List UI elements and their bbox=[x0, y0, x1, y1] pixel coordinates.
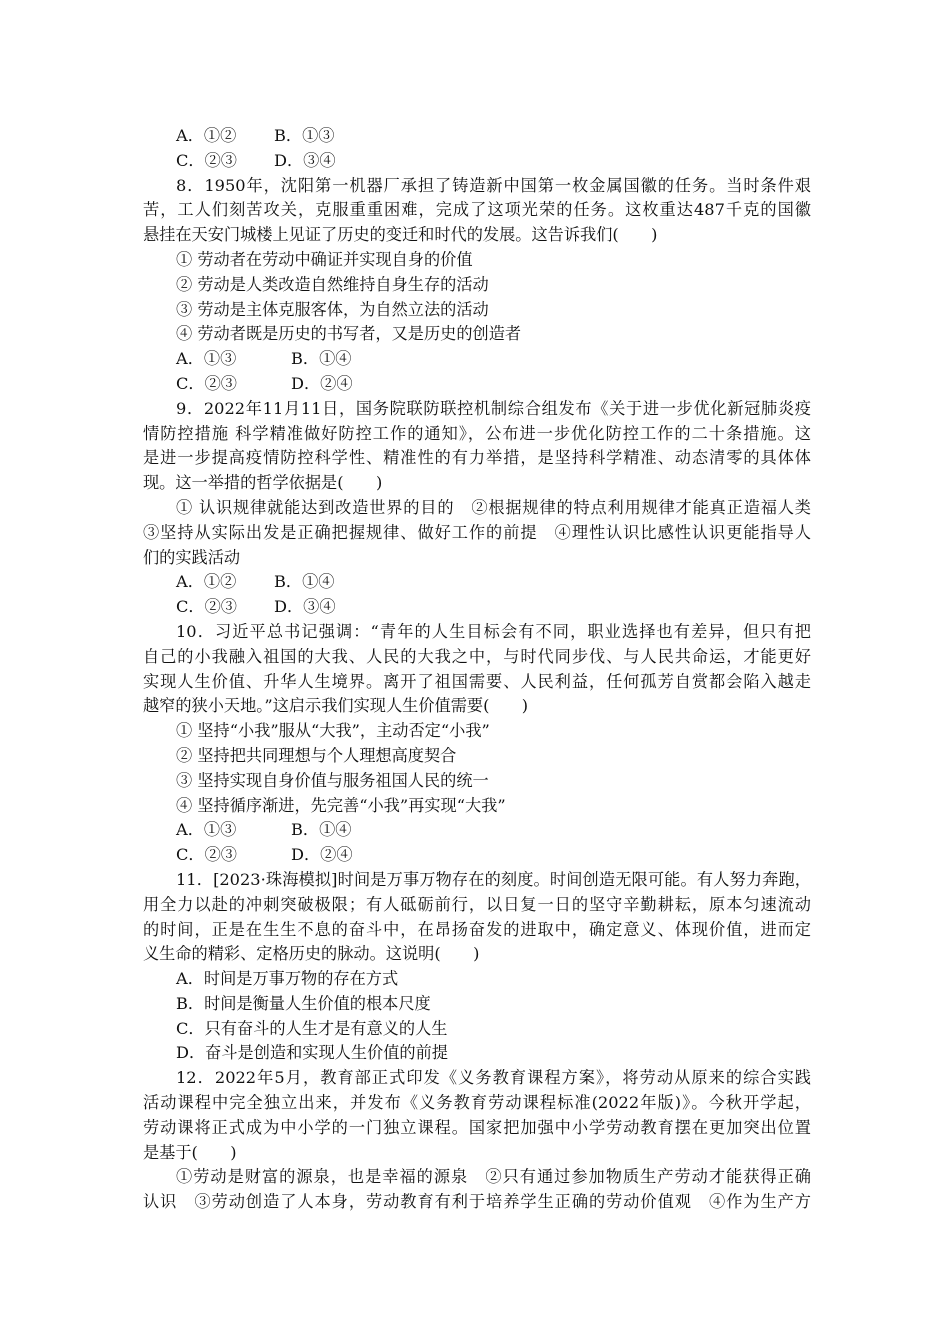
q10-option-b: B．①④ bbox=[291, 820, 352, 840]
q9-item-line: ③坚持从实际出发是正确把握规律、做好工作的前提 ④理性认识比感性认识更能指导人 bbox=[143, 522, 811, 542]
q10-stem-line: 实现人生价值、升华人生境界。离开了祖国需要、人民利益，任何孤芳自赏都会陷入越走 bbox=[143, 671, 811, 691]
q7-option-c: C．②③ bbox=[176, 150, 237, 170]
question-12 bbox=[143, 1066, 811, 1215]
q10-option-c: C．②③ bbox=[176, 845, 237, 865]
q8-item: ① 劳动者在劳动中确证并实现自身的价值 bbox=[176, 249, 473, 269]
q11-stem-line: 用全力以赴的冲刺突破极限；有人砥砺前行，以日复一日的坚守辛勤耕耘，原本匀速流动 bbox=[143, 894, 811, 914]
q10-item: ③ 坚持实现自身价值与服务祖国人民的统一 bbox=[176, 770, 489, 790]
q11-option-d: D．奋斗是创造和实现人生价值的前提 bbox=[176, 1043, 448, 1063]
q12-stem-line: 劳动课将正式成为中小学的一门独立课程。国家把加强中小学劳动教育摆在更加突出位置 bbox=[143, 1117, 811, 1137]
q9-stem-line: 情防控措施 科学精准做好防控工作的通知》，公布进一步优化防控工作的二十条措施。这 bbox=[143, 423, 811, 443]
q11-option-a: A．时间是万事万物的存在方式 bbox=[176, 969, 399, 989]
q10-stem-line: 越窄的狭小天地。”这启示我们实现人生价值需要( ) bbox=[143, 696, 529, 716]
q10-option-a: A．①③ bbox=[176, 820, 237, 840]
q10-stem-line: 10．习近平总书记强调：“青年的人生目标会有不同，职业选择也有差异，但只有把 bbox=[176, 621, 811, 641]
q8-stem-line: 8．1950年，沈阳第一机器厂承担了铸造新中国第一枚金属国徽的任务。当时条件艰 bbox=[176, 175, 811, 195]
q8-stem-line: 苦，工人们刻苦攻关，克服重重困难，完成了这项光荣的任务。这枚重达487千克的国徽 bbox=[143, 200, 811, 220]
q10-options-row-2 bbox=[143, 843, 811, 868]
question-9 bbox=[143, 397, 811, 620]
q8-options-row-2 bbox=[143, 372, 811, 397]
q10-options-row-1 bbox=[143, 818, 811, 843]
q9-stem-line: 9．2022年11月11日，国务院联防联控机制综合组发布《关于进一步优化新冠肺炎疫 bbox=[176, 398, 811, 418]
question-10 bbox=[143, 620, 811, 868]
q12-stem-line: 12．2022年5月，教育部正式印发《义务教育课程方案》，将劳动从原来的综合实践 bbox=[176, 1068, 811, 1088]
q10-item: ④ 坚持循序渐进，先完善“小我”再实现“大我” bbox=[176, 795, 506, 815]
q8-item: ④ 劳动者既是历史的书写者，又是历史的创造者 bbox=[176, 324, 522, 344]
q10-stem-line: 自己的小我融入祖国的大我、人民的大我之中，与时代同步伐、与人民共命运，才能更好 bbox=[143, 646, 811, 666]
q8-options-row-1 bbox=[143, 347, 811, 372]
q8-stem-line: 悬挂在天安门城楼上见证了历史的变迁和时代的发展。这告诉我们( ) bbox=[143, 225, 658, 245]
q9-item-line: 们的实践活动 bbox=[143, 547, 241, 567]
q9-option-d: D．③④ bbox=[274, 597, 336, 617]
q12-item-line: ①劳动是财富的源泉，也是幸福的源泉 ②只有通过参加物质生产劳动才能获得正确 bbox=[176, 1167, 811, 1187]
q9-options-row-2 bbox=[143, 595, 811, 620]
q8-option-d: D．②④ bbox=[291, 373, 353, 393]
q7-options-row-1 bbox=[143, 124, 811, 149]
q7-option-b: B．①③ bbox=[274, 126, 335, 145]
q10-item: ① 坚持“小我”服从“大我”，主动否定“小我” bbox=[176, 721, 490, 741]
q9-stem-line: 现。这一举措的哲学依据是( ) bbox=[143, 473, 383, 493]
q12-stem-line: 是基于( ) bbox=[143, 1142, 237, 1162]
q9-options-row-1 bbox=[143, 570, 811, 595]
q7-option-d: D．③④ bbox=[274, 150, 336, 170]
q8-option-c: C．②③ bbox=[176, 373, 237, 393]
q8-item: ③ 劳动是主体克服客体，为自然立法的活动 bbox=[176, 299, 489, 319]
q12-stem-line: 活动课程中完全独立出来，并发布《义务教育劳动课程标准(2022年版)》。今秋开学起， bbox=[143, 1093, 811, 1113]
q9-item-line: ① 认识规律就能达到改造世界的目的 ②根据规律的特点利用规律才能真正造福人类 bbox=[176, 497, 811, 517]
q11-option-c: C．只有奋斗的人生才是有意义的人生 bbox=[176, 1018, 448, 1038]
q9-option-b: B．①④ bbox=[274, 572, 335, 592]
q11-stem-line: 义生命的精彩、定格历史的脉动。这说明( ) bbox=[143, 944, 480, 964]
q10-item: ② 坚持把共同理想与个人理想高度契合 bbox=[176, 745, 457, 765]
q8-option-a: A．①③ bbox=[176, 349, 237, 369]
question-11 bbox=[143, 868, 811, 1066]
question-content bbox=[143, 124, 811, 1215]
q7-options-row-2 bbox=[143, 149, 811, 174]
q8-item: ② 劳动是人类改造自然维持自身生存的活动 bbox=[176, 274, 489, 294]
q12-item-line: 认识 ③劳动创造了人本身，劳动教育有利于培养学生正确的劳动价值观 ④作为生产方 bbox=[143, 1192, 811, 1212]
q9-stem-line: 是进一步提高疫情防控科学性、精准性的有力举措，是坚持科学精准、动态清零的具体体 bbox=[143, 448, 811, 468]
q11-option-b: B．时间是衡量人生价值的根本尺度 bbox=[176, 993, 431, 1013]
q8-option-b: B．①④ bbox=[291, 349, 352, 369]
q10-option-d: D．②④ bbox=[291, 845, 353, 865]
question-8 bbox=[143, 174, 811, 397]
q9-option-a: A．①② bbox=[176, 572, 237, 592]
q7-option-a: A．①② bbox=[176, 126, 237, 145]
q9-option-c: C．②③ bbox=[176, 597, 237, 617]
q11-stem-line: 的时间，正是在生生不息的奋斗中，在昂扬奋发的进取中，确定意义、体现价值，进而定 bbox=[143, 919, 811, 939]
q11-stem-line: 11．[2023·珠海模拟]时间是万事万物存在的刻度。时间创造无限可能。有人努力奔跑， bbox=[176, 869, 811, 889]
